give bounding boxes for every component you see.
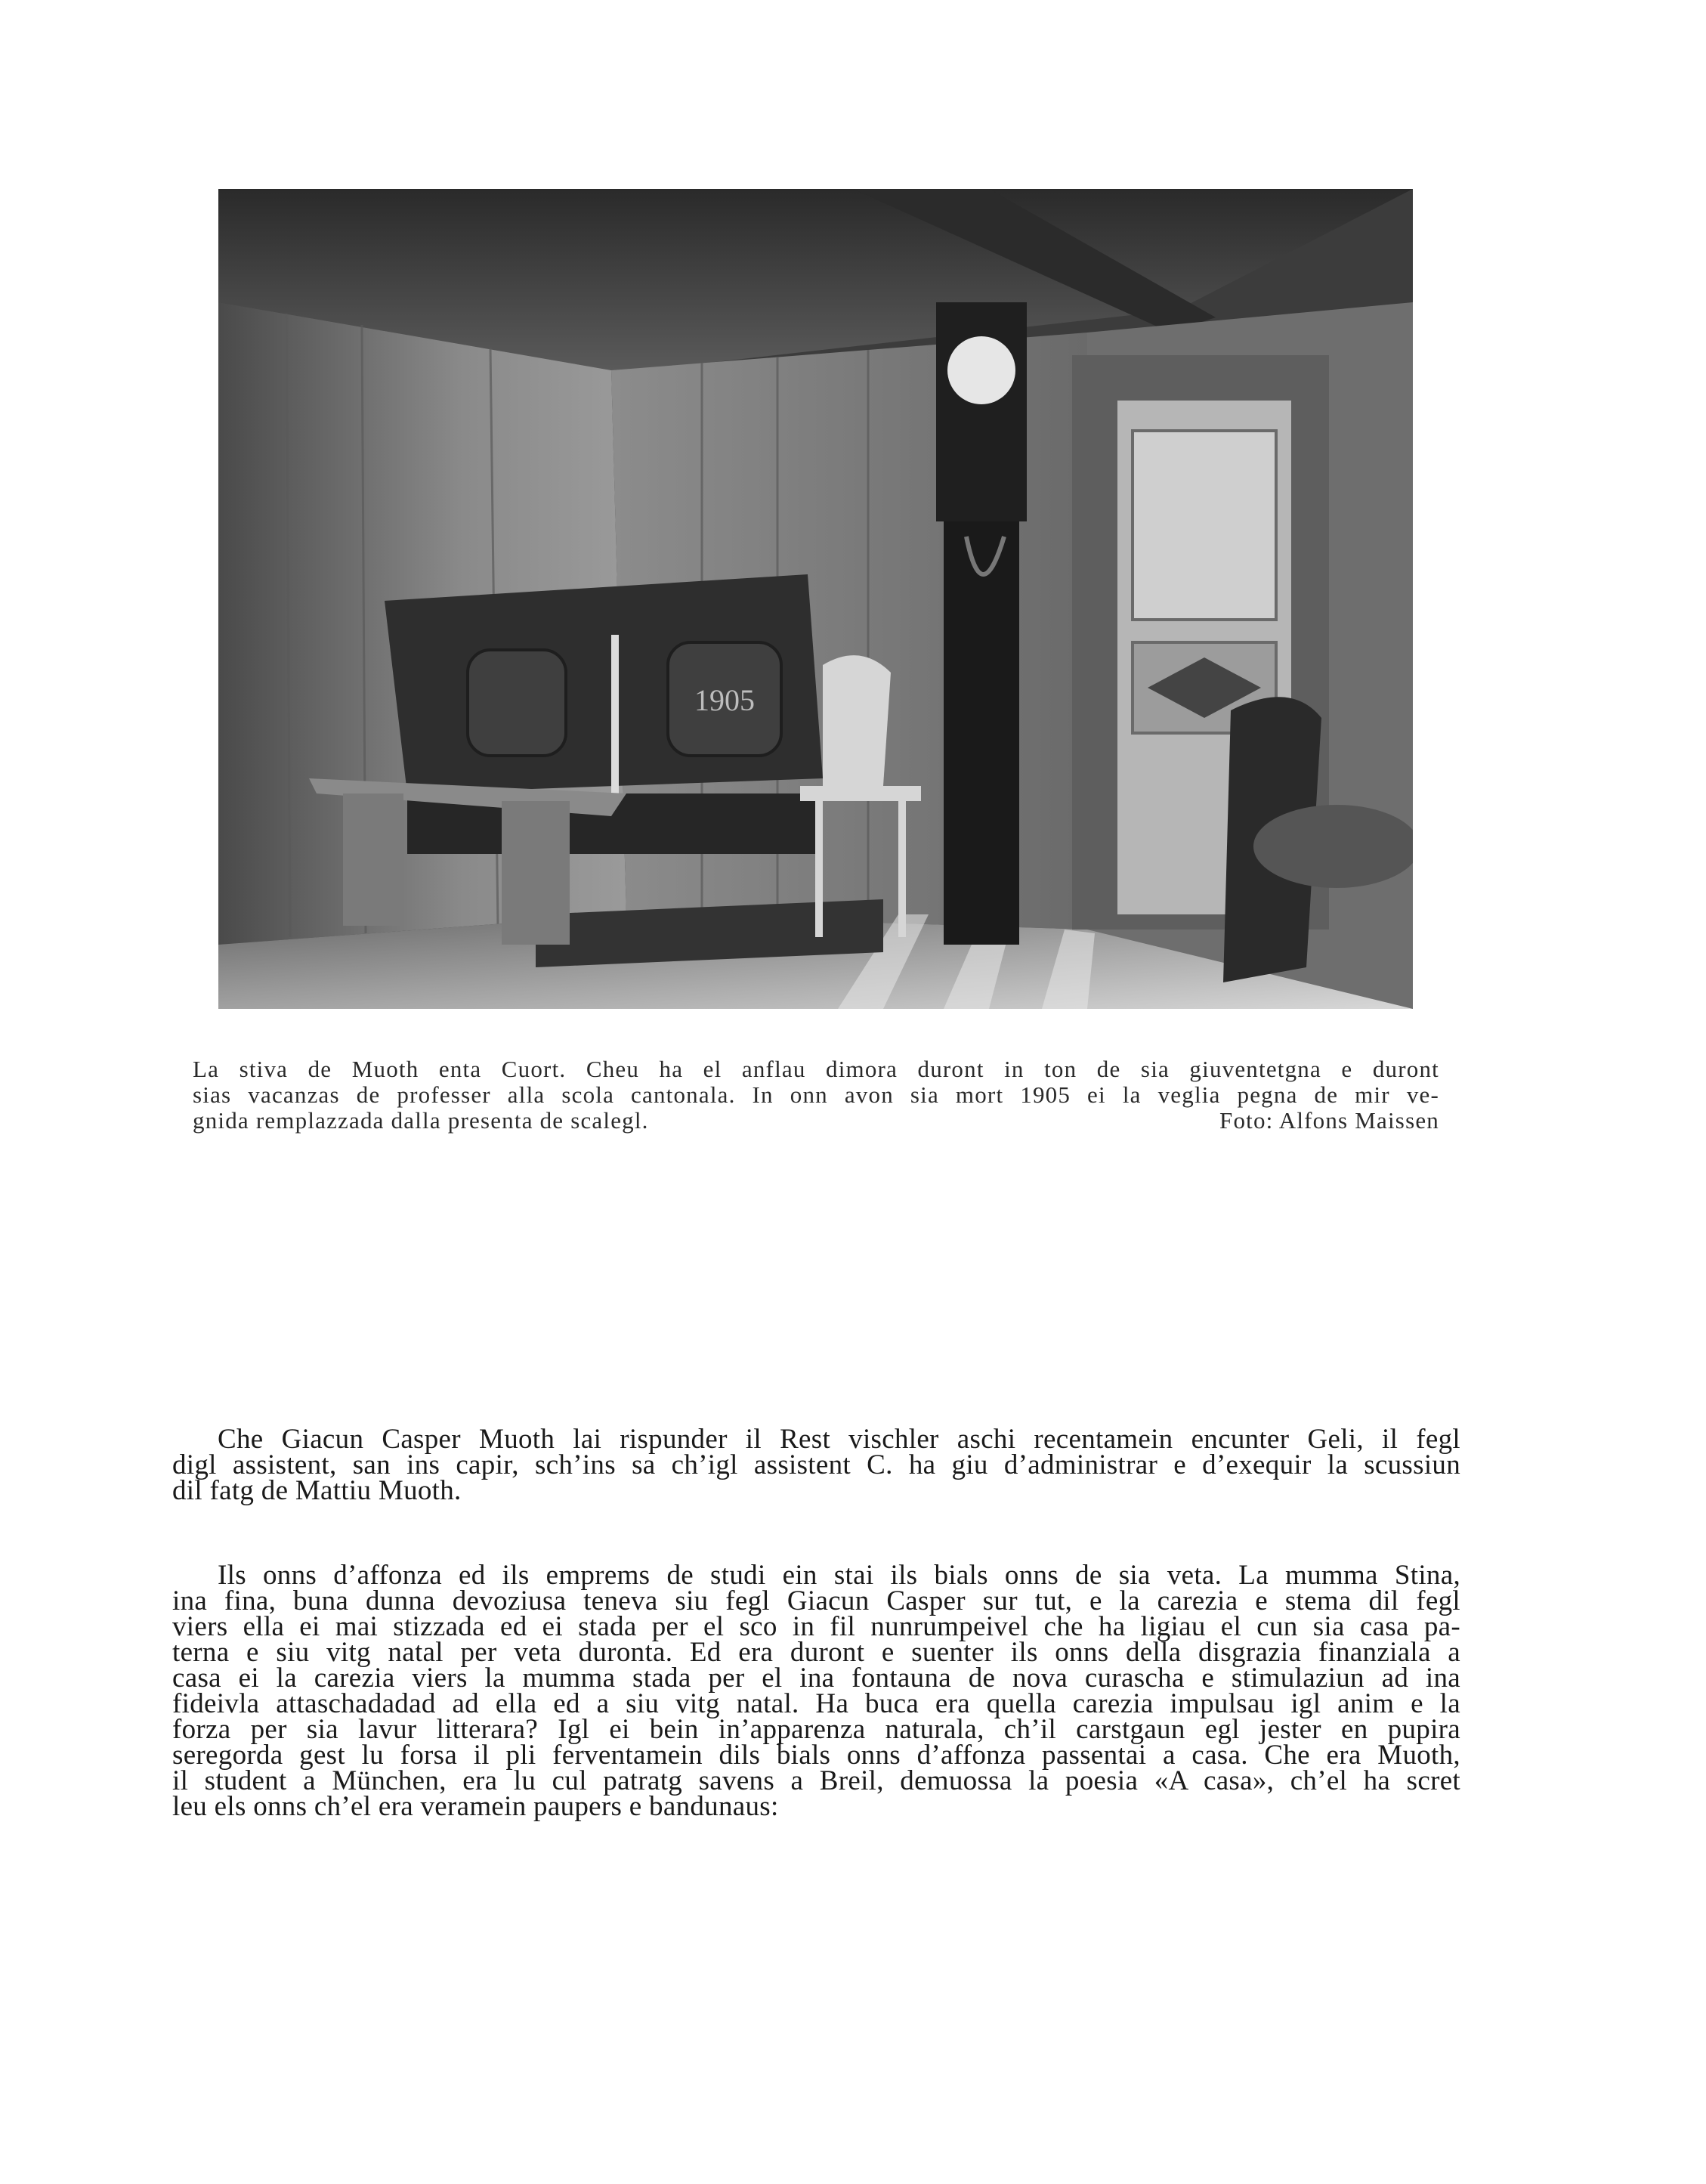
- caption-line: gnida remplazzada dalla presenta de scalegl.: [193, 1107, 649, 1134]
- text-line: fideivla attaschadadad ad ella ed a siu vitg natal. Ha buca era quella carezia impulsau igl anim e la: [172, 1688, 1460, 1719]
- text-line: il student a München, era lu cul patratg savens a Breil, demuossa la poesia «A casa», ch’el ha scret: [172, 1765, 1460, 1796]
- text-line: leu els onns ch’el era veramein paupers e bandunaus:: [172, 1791, 779, 1822]
- text-line: terna e siu vitg natal per veta duronta. Ed era duront e suenter ils onns della disgrazia finanziala a: [172, 1637, 1460, 1668]
- paragraph-1: [172, 1424, 1460, 1506]
- caption-last-row: [193, 1108, 1439, 1134]
- photo-caption: [193, 1056, 1439, 1134]
- text-line: Che Giacun Casper Muoth lai rispunder il Rest vischler aschi recentamein encunter Geli, il fegl: [218, 1424, 1460, 1455]
- text-line: Ils onns d’affonza ed ils emprems de studi ein stai ils bials onns de sia veta. La mumma Stina,: [218, 1560, 1460, 1591]
- text-line: forza per sia lavur litterara? Igl ei bein in’apparenza naturala, ch’il carstgaun egl jester en pupira: [172, 1714, 1460, 1745]
- text-line: dil fatg de Mattiu Muoth.: [172, 1475, 462, 1506]
- grandfather-clock: [936, 302, 1027, 945]
- room-interior-illustration: [218, 189, 1413, 1009]
- text-line: digl assistent, san ins capir, sch’ins sa ch’igl assistent C. ha giu d’administrar e d’exequir la scussiun: [172, 1449, 1460, 1480]
- text-line: viers ella ei mai stizzada ed ei stada per el sco in fil nunrumpeivel che ha ligiau el cun sia casa pa-: [172, 1611, 1460, 1642]
- text-line: casa ei la carezia viers la mumma stada per el ina fontauna de nova curascha e stimulaziun ad ina: [172, 1663, 1460, 1694]
- paragraph-2: [172, 1560, 1460, 1822]
- caption-line: sias vacanzas de professer alla scola cantonala. In onn avon sia mort 1905 ei la veglia pegna de mir ve-: [193, 1081, 1439, 1108]
- chest-date: 1905: [694, 683, 755, 717]
- text-line: seregorda gest lu forsa il pli ferventamein dils bials onns d’affonza passentai a casa. Che era Muoth,: [172, 1740, 1460, 1771]
- photo-credit: Foto: Alfons Maissen: [1219, 1107, 1439, 1134]
- stiva-photo: [218, 189, 1413, 1009]
- caption-line: La stiva de Muoth enta Cuort. Cheu ha el anflau dimora duront in ton de sia giuventetgna e duront: [193, 1056, 1439, 1082]
- text-line: ina fina, buna dunna devoziusa teneva siu fegl Giacun Casper sur tut, e la carezia e stema dil fegl: [172, 1585, 1460, 1616]
